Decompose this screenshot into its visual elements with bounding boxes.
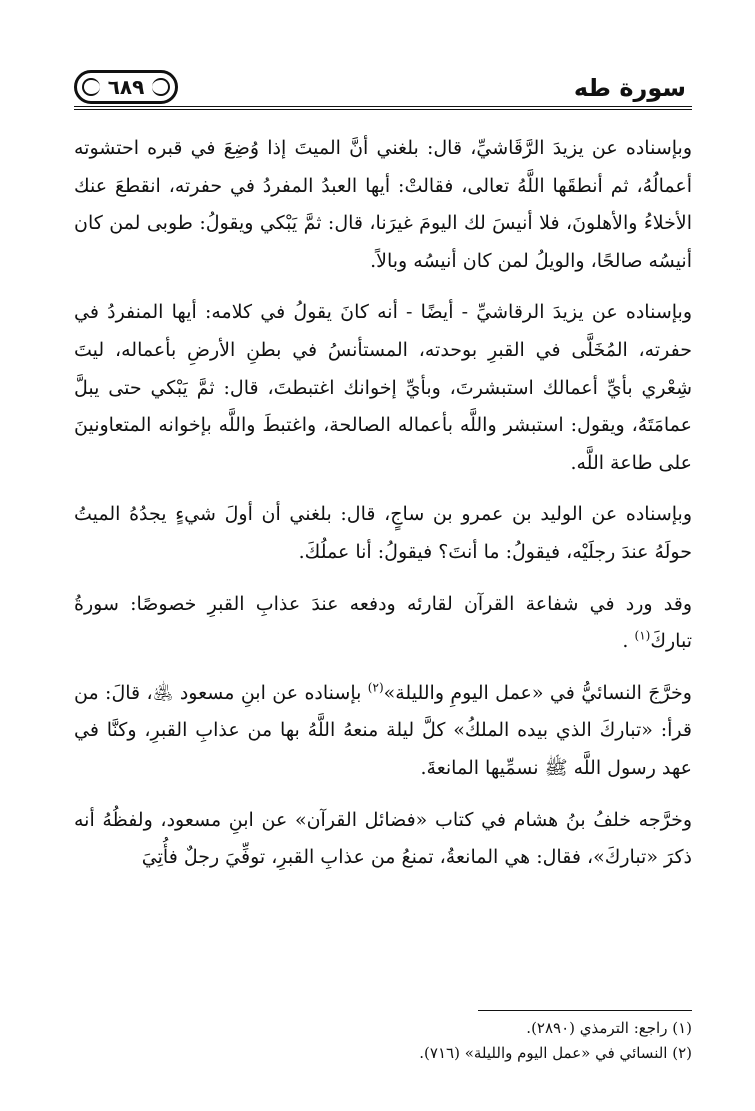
footnote-1: (١) راجع: الترمذي (٢٨٩٠). <box>526 1019 692 1037</box>
paragraph-4-tail: . <box>622 630 635 653</box>
header-divider <box>74 106 692 112</box>
page-number-badge <box>74 70 178 104</box>
footnote-2: (٢) النسائي في «عمل اليوم والليلة» (٧١٦). <box>419 1044 692 1062</box>
footnote-ref-2[interactable]: (٢) <box>367 680 384 695</box>
paragraph-4-text: وقد ورد في شفاعة القرآن لقارئه ودفعه عندَ عذابِ القبرِ خصوصًا: سورةُ تباركَ <box>74 592 692 653</box>
sura-title: سورة طه <box>573 74 686 102</box>
paragraph-3: وبإسناده عن الوليد بن عمرو بن ساجٍ، قال: بلغني أن أولَ شيءٍ يجدُهُ الميتُ حولَهُ عندَ رجلَيْه، فيقولُ: ما أنتَ؟ فيقولُ: أنا عملُكَ. <box>74 503 692 563</box>
footnotes <box>74 1016 692 1066</box>
paragraph-5 <box>74 675 692 788</box>
paragraph-5-text-a: وخرَّجَ النسائيُّ في «عمل اليومِ والليلة» <box>383 681 692 704</box>
page-number: ٦٨٩ <box>107 75 145 99</box>
paragraph-4 <box>74 586 692 661</box>
paragraph-2: وبإسناده عن يزيدَ الرقاشيِّ - أيضًا - أنه كانَ يقولُ في كلامه: أيها المنفردُ في حفرته، المُخَلَّى في القبرِ بوحدته، المستأنسُ في بطنِ الأرضِ بأعماله، ليتَ شِعْري بأيِّ أعمالك استبشرتَ، وبأيِّ إخوانك اغتبطتَ، قال: ثمَّ يَبْكي حتى يبلَّ عمامَتَهُ، ويقول: استبشر واللَّه بأعماله الصالحة، واغتبطَ واللَّه بإخوانه المتعاونينَ على طاعة اللَّه. <box>74 301 692 474</box>
paragraph-5-text-b: بإسناده عن ابنِ مسعود ﵁، قالَ: من قرأ: «تباركَ الذي بيده الملكُ» كلَّ ليلة منعهُ اللَّهُ بها من عذابِ القبرِ، وكنَّا في عهد رسول اللَّه ﷺ نسمِّيها المانعةَ. <box>74 681 692 779</box>
paragraph-6: وخرَّجه خلفُ بنُ هشام في كتاب «فضائل القرآن» عن ابنِ مسعود، ولفظُهُ أنه ذكرَ «تباركَ»، فقال: هي المانعةُ، تمنعُ من عذابِ القبرِ، توفِّيَ رجلٌ فأُتِيَ <box>74 808 692 869</box>
footnote-ref-1[interactable]: (١) <box>634 628 651 643</box>
footnote-divider <box>478 1010 692 1011</box>
page-header <box>74 66 692 112</box>
body-text <box>74 130 692 891</box>
paragraph-1: وبإسناده عن يزيدَ الرَّقَاشيِّ، قال: بلغني أنَّ الميتَ إذا وُضِعَ في قبره احتشوته أعمالُهُ، ثم أنطقَها اللَّهُ تعالى، فقالتْ: أيها العبدُ المفردُ في حفرته، انقطعَ عنك الأخلاءُ والأهلونَ، فلا أنيسَ لك اليومَ غيرَنا، قال: ثمَّ يَبْكي ويقولُ: طوبى لمن كان أنيسُه صالحًا، والويلُ لمن كان أنيسُه وبالاً. <box>74 137 692 272</box>
